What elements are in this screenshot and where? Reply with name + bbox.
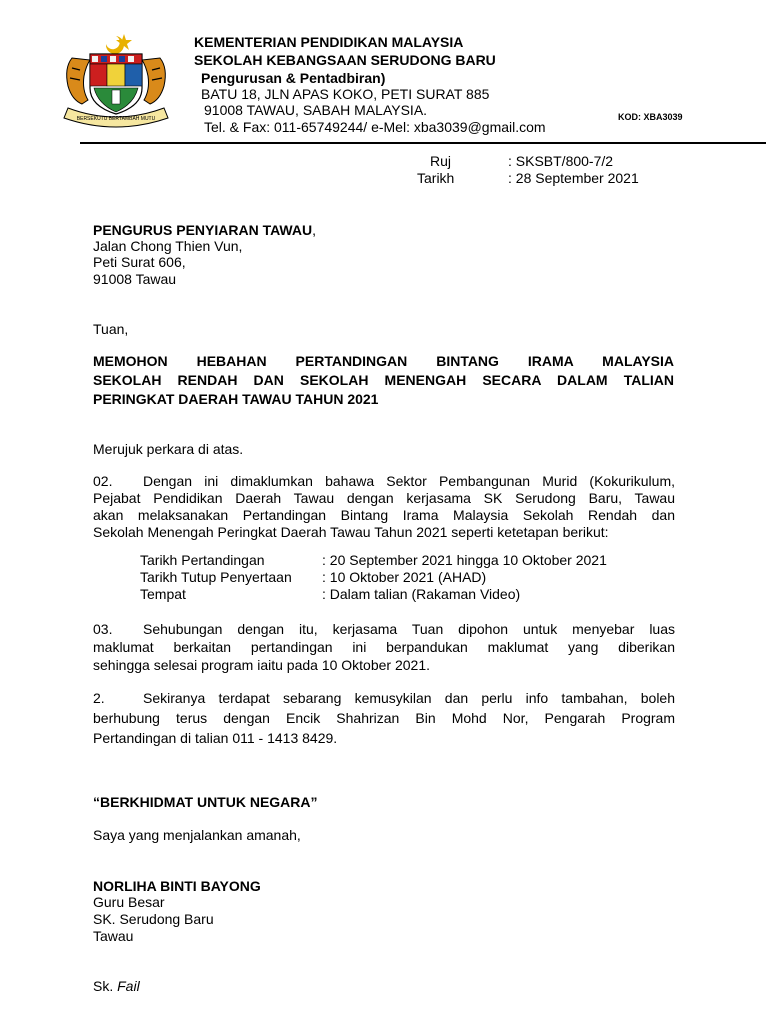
recipient-name-suffix: , (312, 222, 316, 238)
date-label: Tarikh (417, 170, 455, 186)
para03-number: 03. (93, 621, 113, 637)
subject-line-3: PERINGKAT DAERAH TAWAU TAHUN 2021 (93, 391, 379, 407)
para2-line-2: berhubung terus dengan Encik Shahrizan Bin Mohd Nor, Pengarah Program (93, 710, 675, 726)
subject-line-2: SEKOLAH RENDAH DAN SEKOLAH MENENGAH SECARA DALAM TALIAN (93, 372, 674, 388)
para02-line-2: Pejabat Pendidikan Daerah Tawau dengan kerjasama SK Serudong Baru, Tawau (93, 490, 675, 506)
ref-value: : SKSBT/800-7/2 (508, 153, 614, 169)
detail-value-venue: : Dalam talian (Rakaman Video) (322, 586, 521, 602)
detail-value-date: : 20 September 2021 hingga 10 Oktober 2021 (322, 552, 607, 568)
signer-town: Tawau (93, 928, 134, 944)
para2-line-3: Pertandingan di talian 011 - 1413 8429. (93, 730, 338, 746)
detail-label-closing: Tarikh Tutup Penyertaan (140, 569, 292, 585)
crest-motto: BERSEKUTU BERTAMBAH MUTU (76, 116, 156, 122)
subject-line-1: MEMOHON HEBAHAN PERTANDINGAN BINTANG IRAMA MALAYSIA (93, 353, 674, 369)
recipient-address-1: Jalan Chong Thien Vun, (93, 238, 243, 254)
para02-line-1: Dengan ini dimaklumkan bahawa Sektor Pembangunan Murid (Kokurikulum, (143, 473, 675, 489)
detail-label-date: Tarikh Pertandingan (140, 552, 265, 568)
para03-line-1: Sehubungan dengan itu, kerjasama Tuan dipohon untuk menyebar luas (143, 621, 675, 637)
salutation: Tuan, (93, 321, 129, 337)
para02-number: 02. (93, 473, 113, 489)
school-name: SEKOLAH KEBANGSAAN SERUDONG BARU (194, 52, 496, 68)
para03-line-2: maklumat berkaitan pertandingan ini berpandukan maklumat yang diberikan (93, 639, 675, 655)
signer-title: Guru Besar (93, 894, 165, 910)
coat-of-arms-logo (58, 30, 174, 130)
cc-line (93, 977, 140, 995)
recipient-address-2: Peti Surat 606, (93, 254, 186, 270)
detail-label-venue: Tempat (140, 586, 186, 602)
para2-number: 2. (93, 690, 105, 706)
signer-name: NORLIHA BINTI BAYONG (93, 878, 261, 894)
signer-school: SK. Serudong Baru (93, 911, 214, 927)
header-divider (80, 142, 766, 144)
recipient-address-3: 91008 Tawau (93, 271, 177, 287)
address-line-1: BATU 18, JLN APAS KOKO, PETI SURAT 885 (201, 86, 490, 102)
recipient-name: PENGURUS PENYIARAN TAWAU (93, 222, 313, 238)
department: Pengurusan & Pentadbiran) (201, 70, 386, 86)
ministry-name: KEMENTERIAN PENDIDIKAN MALAYSIA (194, 34, 464, 50)
opening-line: Merujuk perkara di atas. (93, 441, 244, 457)
cc-label: Sk. (93, 978, 114, 994)
para2-line-1: Sekiranya terdapat sebarang kemusykilan dan perlu info tambahan, boleh (143, 690, 675, 706)
address-line-2: 91008 TAWAU, SABAH MALAYSIA. (204, 102, 428, 118)
closing-line: Saya yang menjalankan amanah, (93, 827, 301, 843)
para02-line-3: akan melaksanakan Pertandingan Bintang Irama Malaysia Sekolah Rendah dan (93, 507, 675, 523)
para03-line-3: sehingga selesai program iaitu pada 10 Oktober 2021. (93, 657, 430, 673)
cc-value: Fail (117, 978, 140, 994)
motto: “BERKHIDMAT UNTUK NEGARA” (93, 794, 318, 810)
para02-line-4: Sekolah Menengah Peringkat Daerah Tawau Tahun 2021 seperti ketetapan berikut: (93, 524, 609, 540)
detail-value-closing: : 10 Oktober 2021 (AHAD) (322, 569, 487, 585)
date-value: : 28 September 2021 (508, 170, 639, 186)
contact-line: Tel. & Fax: 011-65749244/ e-Mel: xba3039@gmail.com (204, 119, 546, 135)
ref-label: Ruj (430, 153, 452, 169)
school-code: KOD: XBA3039 (618, 112, 683, 122)
